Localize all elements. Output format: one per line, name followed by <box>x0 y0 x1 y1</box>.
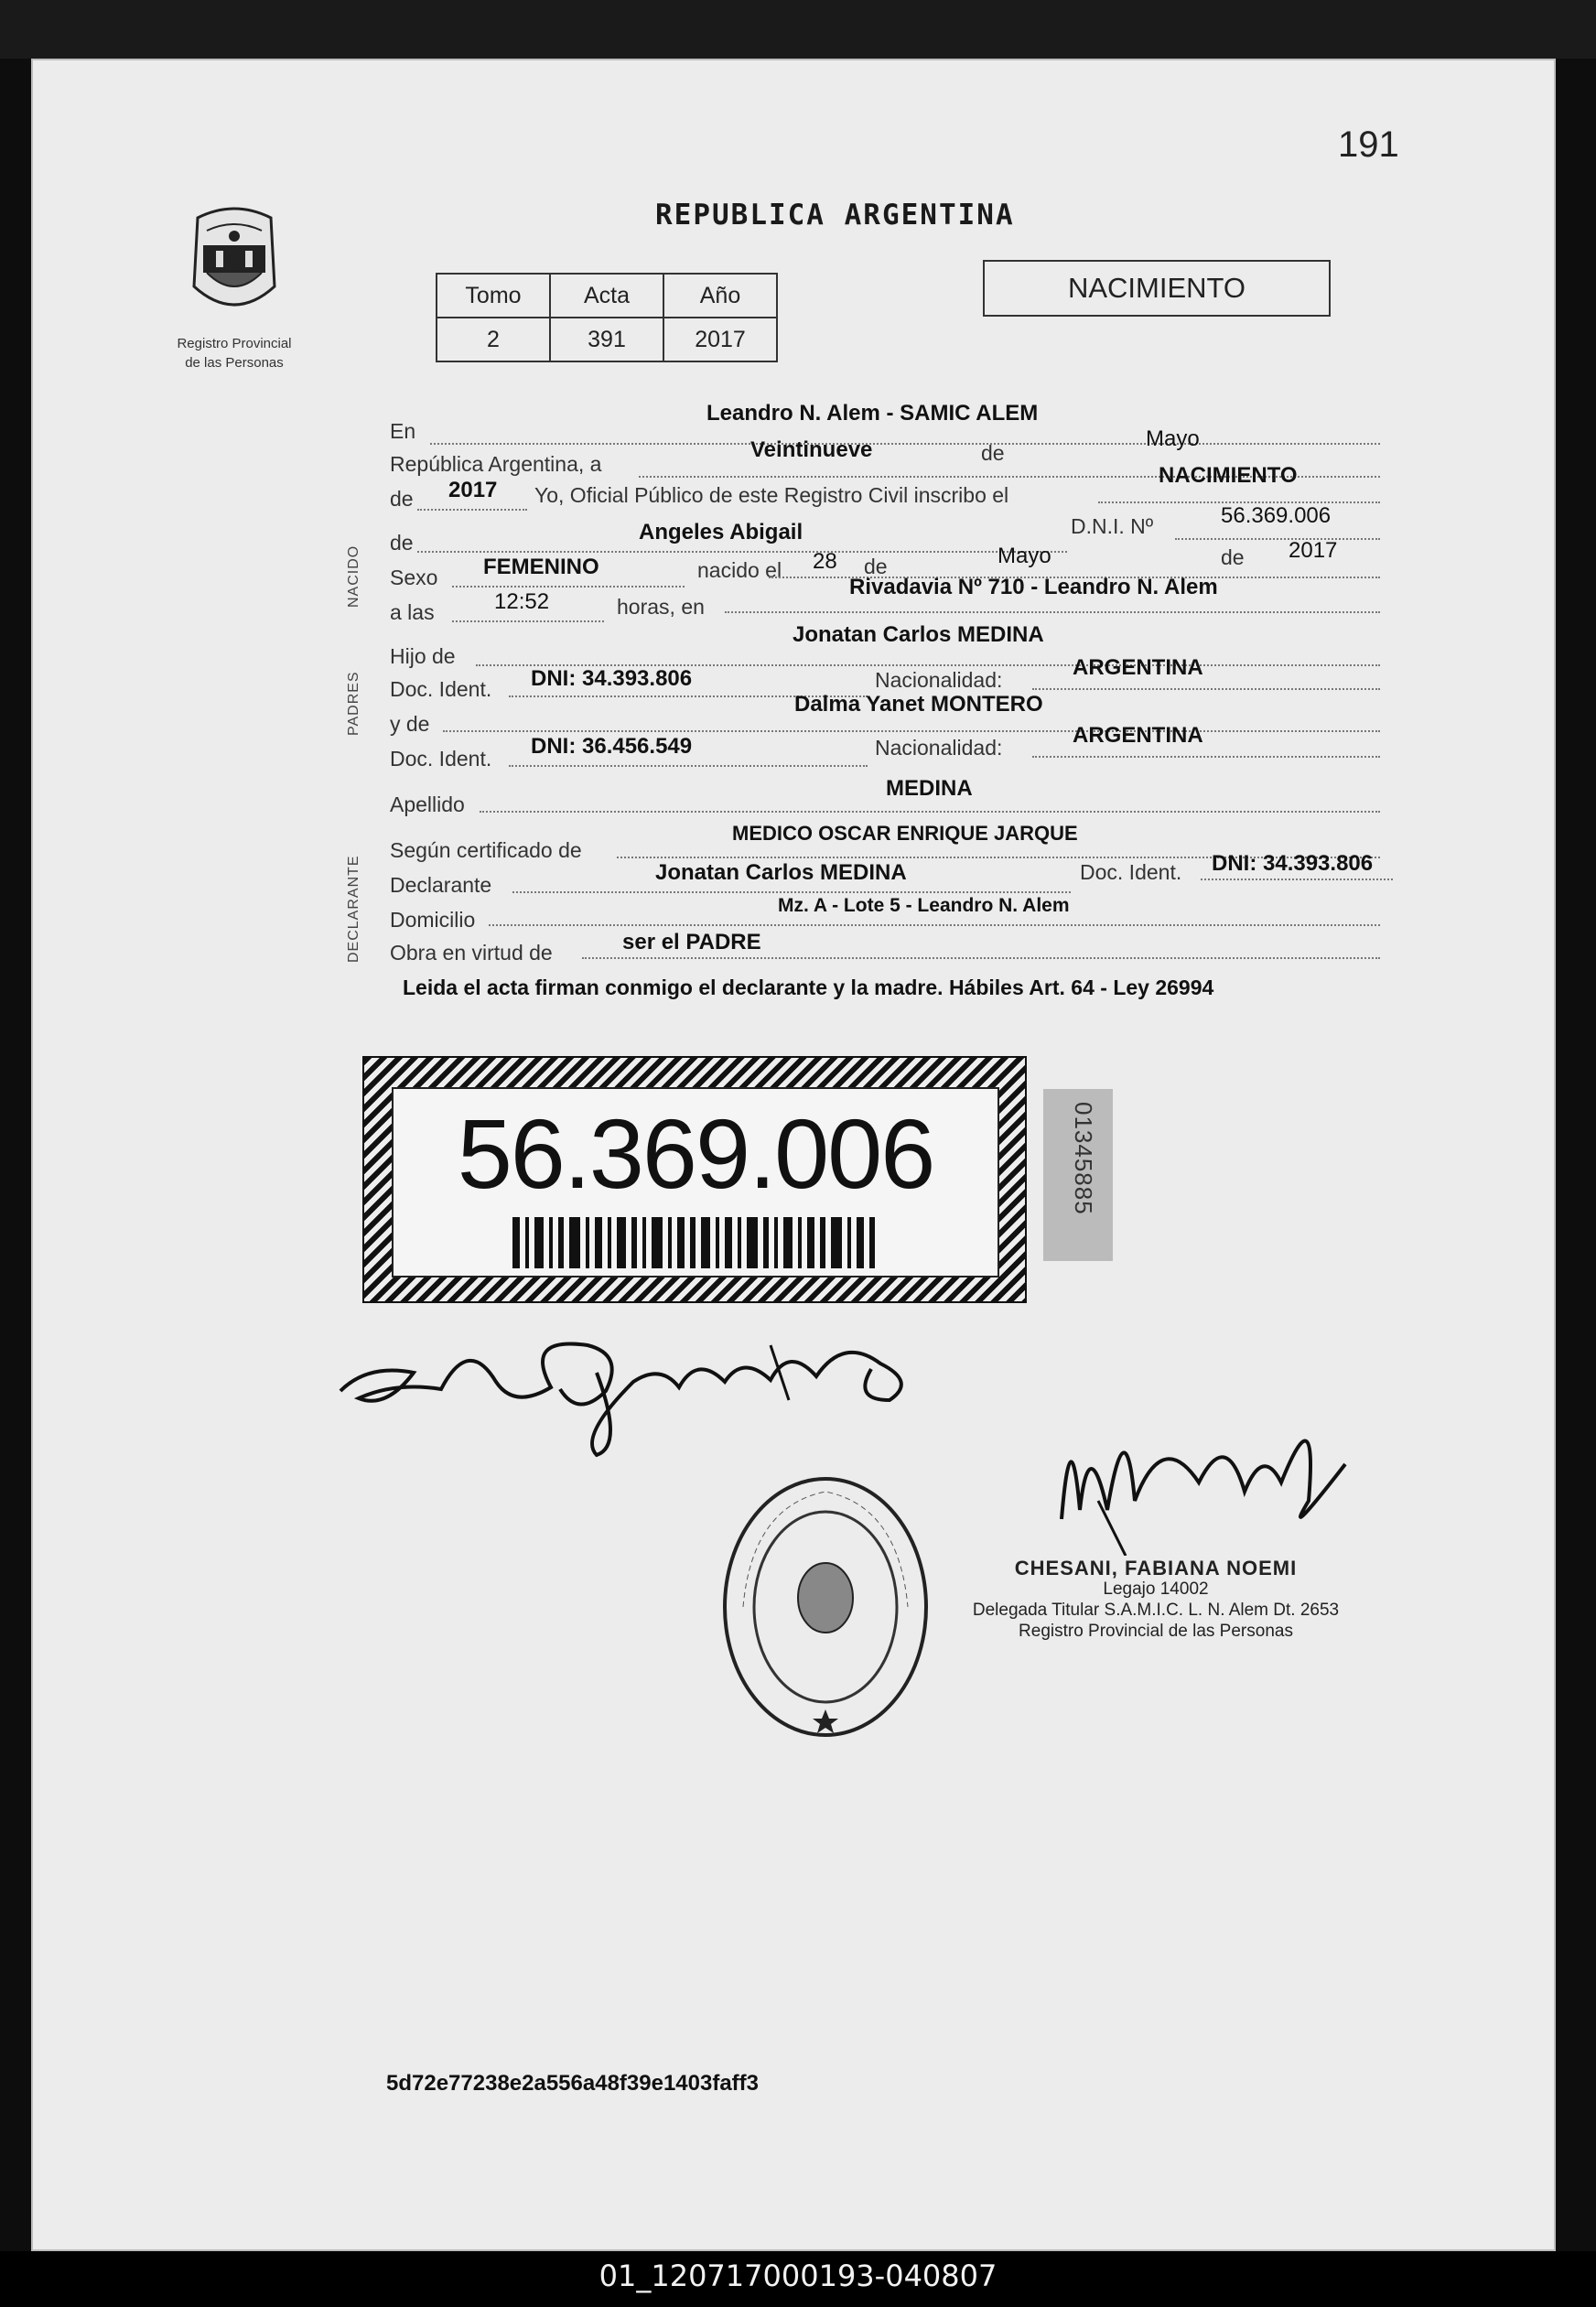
value-dni: 56.369.006 <box>1221 503 1332 528</box>
logo-caption-line2: de las Personas <box>185 355 284 371</box>
value-birth-year: 2017 <box>1289 538 1338 563</box>
value-sexo: FEMENINO <box>483 555 599 579</box>
label-nat-mother: Nacionalidad: <box>875 736 1003 760</box>
value-apellido: MEDINA <box>886 776 973 801</box>
label-sexo: Sexo <box>390 566 438 589</box>
record-type-box: NACIMIENTO <box>983 260 1331 317</box>
value-inscribo: NACIMIENTO <box>1159 463 1298 488</box>
label-segun: Según certificado de <box>390 838 582 862</box>
side-label-padres: PADRES <box>346 671 361 736</box>
label-horas: horas, en <box>617 595 705 619</box>
file-identifier: 01_120717000193-040807 <box>598 2258 998 2293</box>
value-mother-name: Dalma Yanet MONTERO <box>794 692 1043 717</box>
line-apellido <box>480 811 1380 813</box>
value-birth-month: Mayo <box>998 544 1051 568</box>
label-nat-father: Nacionalidad: <box>875 668 1003 692</box>
line-dni <box>1175 538 1380 540</box>
label-nacido: nacido el <box>697 558 782 582</box>
line-mother-nat <box>1032 756 1380 758</box>
value-year: 2017 <box>448 478 498 502</box>
document-title: REPUBLICA ARGENTINA <box>655 199 1015 232</box>
value-declarante: Jonatan Carlos MEDINA <box>655 860 907 885</box>
line-year <box>417 509 527 511</box>
official-name: CHESANI, FABIANA NOEMI <box>1014 1557 1298 1579</box>
official-legajo: Legajo 14002 <box>1103 1579 1209 1599</box>
label-de-4: de <box>864 555 888 578</box>
line-father-nat <box>1032 688 1380 690</box>
label-de-1: de <box>981 441 1005 465</box>
label-dni: D.N.I. Nº <box>1071 514 1154 538</box>
value-certifier: MEDICO OSCAR ENRIQUE JARQUE <box>732 822 1078 845</box>
label-domicilio: Domicilio <box>390 908 476 932</box>
ref-value-acta: 391 <box>550 318 663 361</box>
label-doc-father: Doc. Ident. <box>390 677 492 701</box>
line-time <box>452 620 604 622</box>
label-hijo: Hijo de <box>390 644 456 668</box>
side-label-nacido: NACIDO <box>346 544 361 608</box>
value-mother-doc: DNI: 36.456.549 <box>531 734 693 759</box>
label-de-2: de <box>390 487 414 511</box>
label-oficial: Yo, Oficial Público de este Registro Civil inscribo el <box>534 483 1009 507</box>
dni-sticker-inner <box>392 1087 999 1277</box>
line-name <box>417 551 1067 553</box>
logo-caption-line1: Registro Provincial <box>177 336 292 351</box>
barcode-icon <box>512 1217 879 1268</box>
registry-logo <box>170 199 298 371</box>
label-alas: a las <box>390 600 435 624</box>
value-child-name: Angeles Abigail <box>639 520 803 544</box>
ref-header-tomo: Tomo <box>437 274 550 318</box>
ref-value-tomo: 2 <box>437 318 550 361</box>
line-domicilio <box>489 924 1380 926</box>
label-apellido: Apellido <box>390 792 465 816</box>
line-obra <box>582 957 1380 959</box>
dni-sticker-number: 56.369.006 <box>457 1098 934 1209</box>
official-signature-icon <box>1043 1373 1354 1556</box>
label-de-3: de <box>390 531 414 555</box>
dni-sticker <box>362 1056 1027 1303</box>
label-doc-declarante: Doc. Ident. <box>1080 860 1182 884</box>
label-yde: y de <box>390 712 430 736</box>
official-role: Delegada Titular S.A.M.I.C. L. N. Alem Dt. 2653 <box>972 1601 1340 1620</box>
reference-table <box>436 273 778 362</box>
scan-top-edge <box>0 0 1596 59</box>
line-en <box>430 443 1380 445</box>
legal-note: Leida el acta firman conmigo el declarante y la madre. Hábiles Art. 64 - Ley 26994 <box>403 976 1214 999</box>
label-obra: Obra en virtud de <box>390 941 553 965</box>
value-father-name: Jonatan Carlos MEDINA <box>793 622 1044 647</box>
line-declarante <box>512 891 1071 893</box>
page-number: 191 <box>1338 124 1399 165</box>
label-doc-mother: Doc. Ident. <box>390 747 492 771</box>
value-day: Veintinueve <box>750 437 873 462</box>
value-time: 12:52 <box>494 589 550 614</box>
label-en: En <box>390 419 416 443</box>
value-declarante-doc: DNI: 34.393.806 <box>1212 851 1374 876</box>
side-label-declarante: DECLARANTE <box>346 855 361 963</box>
value-father-nationality: ARGENTINA <box>1073 655 1203 680</box>
provincial-seal-icon <box>179 199 289 328</box>
declarant-signature-icon <box>331 1281 972 1473</box>
ref-header-acta: Acta <box>550 274 663 318</box>
value-obra: ser el PADRE <box>622 930 761 954</box>
label-republica: República Argentina, a <box>390 452 602 476</box>
official-office: Registro Provincial de las Personas <box>1019 1622 1293 1641</box>
value-birth-day: 28 <box>813 549 837 574</box>
label-de-5: de <box>1221 545 1245 569</box>
document-hash: 5d72e77238e2a556a48f39e1403faff3 <box>386 2071 760 2096</box>
line-mother <box>443 730 1380 732</box>
value-birth-place: Rivadavia Nº 710 - Leandro N. Alem <box>849 575 1218 599</box>
value-mother-nationality: ARGENTINA <box>1073 723 1203 748</box>
ref-value-anio: 2017 <box>663 318 777 361</box>
line-sexo <box>452 586 685 588</box>
value-month: Mayo <box>1146 426 1200 451</box>
registry-stamp-icon <box>716 1470 935 1744</box>
official-info <box>959 1558 1353 1642</box>
value-place-registry: Leandro N. Alem - SAMIC ALEM <box>706 401 1039 426</box>
ref-header-anio: Año <box>663 274 777 318</box>
line-declarante-doc <box>1201 879 1393 880</box>
value-domicilio: Mz. A - Lote 5 - Leandro N. Alem <box>778 895 1070 916</box>
serial-number: 01345885 <box>1070 1102 1097 1215</box>
value-father-doc: DNI: 34.393.806 <box>531 666 693 691</box>
line-birth-place <box>725 611 1380 613</box>
label-declarante: Declarante <box>390 873 492 897</box>
line-mother-doc <box>509 765 868 767</box>
